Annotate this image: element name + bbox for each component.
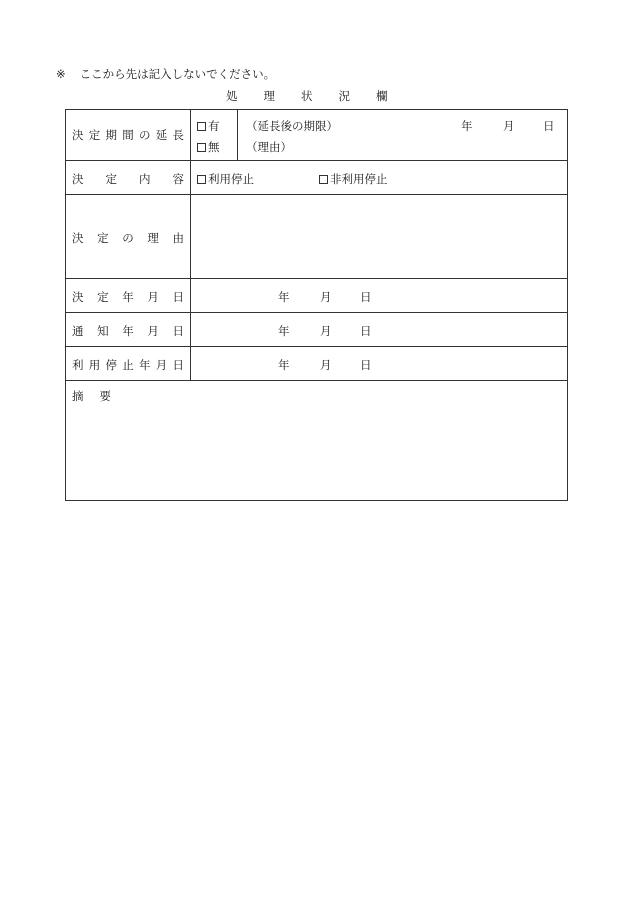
- date-year-unit: 年: [278, 324, 290, 338]
- instruction-note: [56, 66, 275, 82]
- row-divider: [66, 380, 567, 381]
- extension-reason-label: （理由）: [246, 140, 292, 154]
- heading-char: 理: [263, 89, 275, 103]
- row-divider: [66, 312, 567, 313]
- checkbox-stop-use[interactable]: [197, 175, 206, 184]
- notice-date-label: 通 知 年 月 日: [72, 324, 184, 338]
- date-day-unit: 日: [543, 119, 555, 133]
- date-year-unit: 年: [278, 290, 290, 304]
- checkbox-no-stop-use[interactable]: [319, 175, 328, 184]
- date-year-unit: 年: [278, 358, 290, 372]
- checkbox-no[interactable]: [197, 143, 206, 152]
- extension-no-option[interactable]: 無: [197, 139, 220, 155]
- decision-reason-label: 決 定 の 理 由: [72, 231, 184, 245]
- row-divider: [66, 278, 567, 279]
- remarks-label: 摘 要: [72, 389, 111, 403]
- decision-date-label: 決 定 年 月 日: [72, 290, 184, 304]
- extension-label: 決 定 期 間 の 延 長: [72, 128, 184, 142]
- heading-char: 況: [338, 89, 350, 103]
- option-stop-use[interactable]: 利用停止: [197, 171, 254, 187]
- date-month-unit: 月: [320, 358, 332, 372]
- heading-char: 処: [226, 89, 238, 103]
- stop-date-label: 利 用 停 止 年 月 日: [72, 358, 184, 372]
- date-month-unit: 月: [320, 324, 332, 338]
- instruction-text: ここから先は記入しないでください。: [79, 67, 276, 81]
- heading-char: 状: [301, 89, 313, 103]
- remarks-field[interactable]: [66, 408, 567, 500]
- date-day-unit: 日: [360, 358, 372, 372]
- date-day-unit: 日: [360, 324, 372, 338]
- checkbox-yes[interactable]: [197, 122, 206, 131]
- extension-yes-option[interactable]: 有: [197, 118, 220, 134]
- decision-reason-field[interactable]: [191, 195, 567, 277]
- date-month-unit: 月: [503, 119, 515, 133]
- extended-deadline-label: （延長後の期限）: [246, 119, 338, 133]
- row-divider: [66, 160, 567, 161]
- date-month-unit: 月: [320, 290, 332, 304]
- date-day-unit: 日: [360, 290, 372, 304]
- heading-char: 欄: [376, 89, 388, 103]
- date-year-unit: 年: [461, 119, 473, 133]
- option-divider: [237, 110, 238, 160]
- reference-mark: ※: [56, 67, 66, 81]
- decision-content-label: 決 定 内 容: [72, 172, 184, 186]
- option-no-stop-use[interactable]: 非利用停止: [319, 171, 388, 187]
- row-divider: [66, 346, 567, 347]
- form-heading: [226, 88, 388, 104]
- processing-status-table: [65, 109, 568, 501]
